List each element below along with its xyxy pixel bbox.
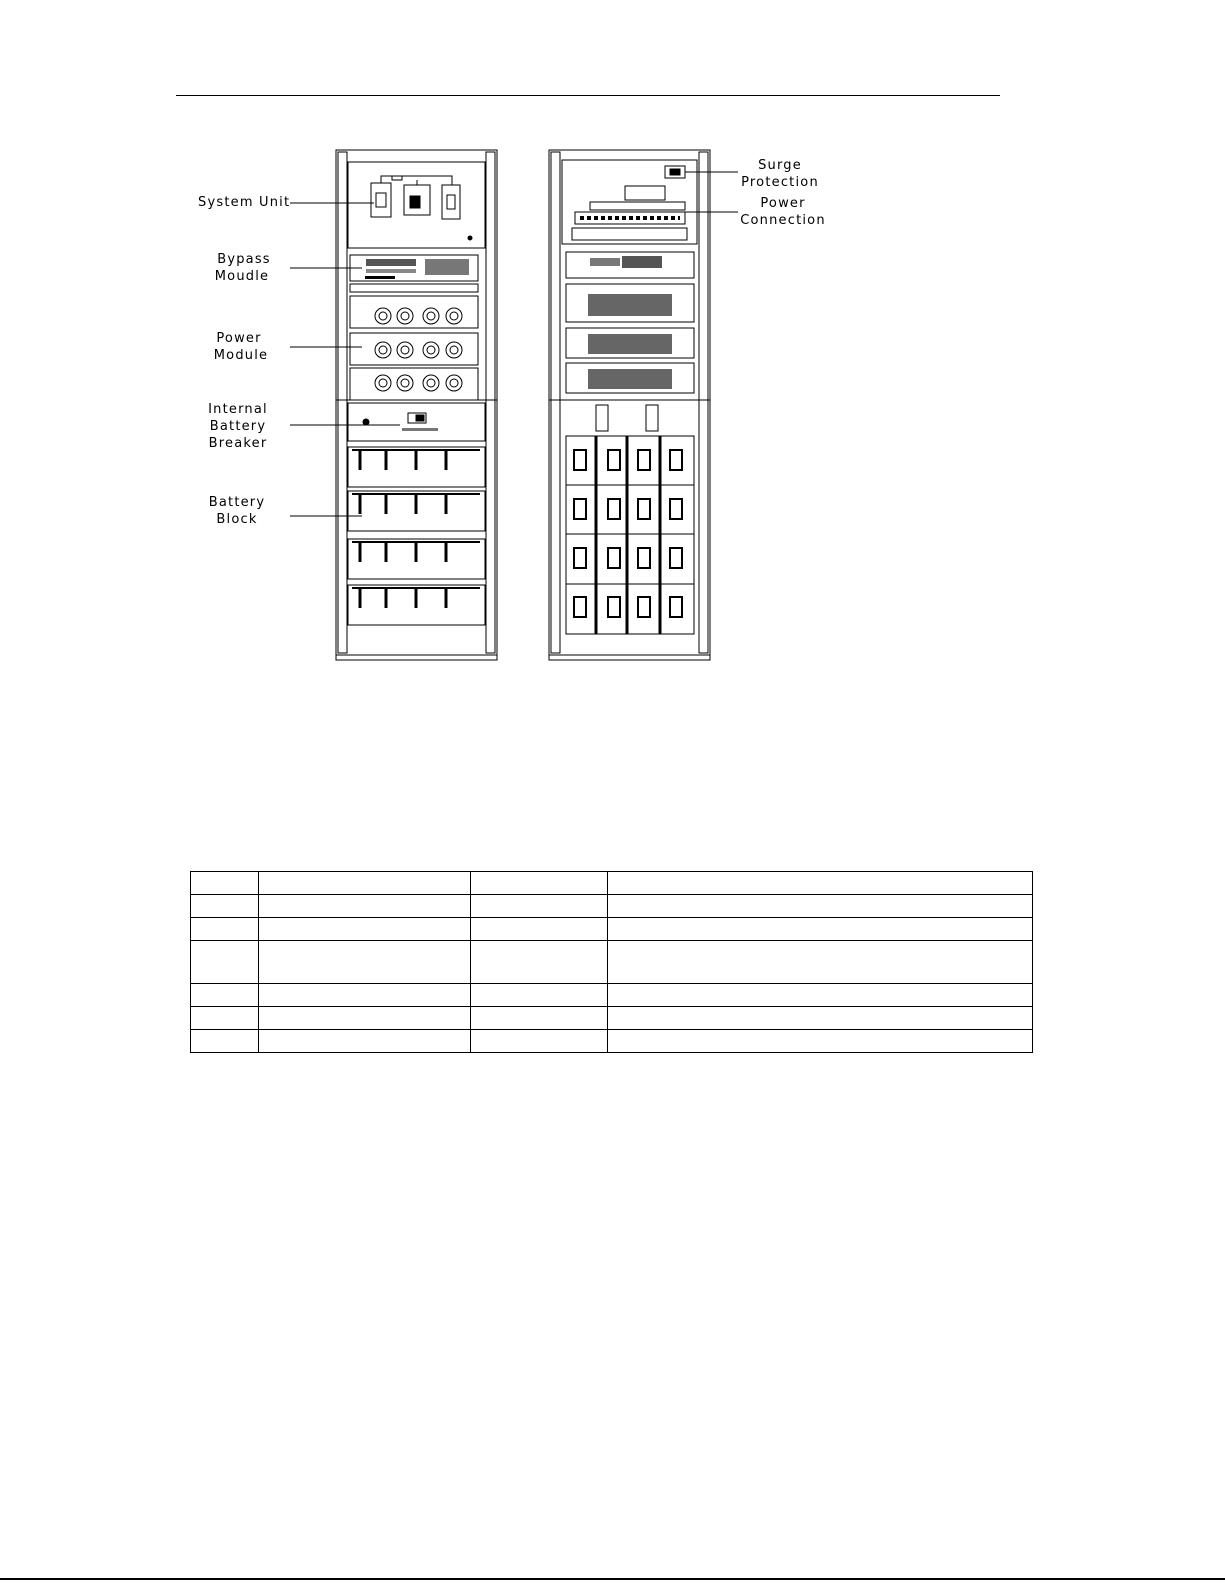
rear-battery-rack [566, 405, 694, 634]
table-row [191, 1030, 1033, 1053]
table-cell [471, 895, 608, 918]
rear-cabinet [549, 150, 710, 660]
table-cell [191, 918, 259, 941]
table-row [191, 918, 1033, 941]
label-surge-line-2: Protection [741, 175, 819, 190]
table-cell [608, 918, 1033, 941]
spec-table [190, 871, 1033, 1053]
table-cell [608, 872, 1033, 895]
table-row [191, 895, 1033, 918]
table-cell [608, 984, 1033, 1007]
table-cell [471, 872, 608, 895]
rear-bypass-module [566, 252, 694, 278]
table-cell [191, 872, 259, 895]
table-cell [191, 1030, 259, 1053]
label-battery-block-line-2: Block [216, 512, 258, 527]
table-row [191, 872, 1033, 895]
front-breaker-panel [348, 403, 485, 441]
label-power-connection-line-1: Power [760, 196, 806, 211]
front-power-module [350, 368, 478, 400]
table-cell [259, 895, 471, 918]
front-battery-blocks [348, 447, 485, 625]
table-cell [608, 941, 1033, 984]
label-surge-line-1: Surge [758, 158, 802, 173]
front-bypass-module [350, 255, 478, 292]
footer-rule [0, 1578, 1225, 1580]
label-power-connection-line-2: Connection [740, 213, 826, 228]
label-bypass-line-1: Bypass [217, 252, 271, 267]
front-power-modules [350, 296, 478, 400]
rear-power-modules [566, 284, 694, 393]
label-breaker-line-2: Battery [209, 419, 267, 434]
table-cell [259, 1030, 471, 1053]
label-breaker-line-3: Breaker [208, 436, 268, 451]
table-cell [608, 895, 1033, 918]
table-cell [471, 918, 608, 941]
front-power-module [350, 296, 478, 328]
table-cell [471, 984, 608, 1007]
table-cell [191, 1007, 259, 1030]
table-cell [191, 984, 259, 1007]
table-cell [608, 1007, 1033, 1030]
component-labels [198, 158, 826, 527]
table-cell [191, 941, 259, 984]
front-power-module [350, 333, 478, 365]
table-row [191, 1007, 1033, 1030]
rear-connection-panel [562, 160, 697, 244]
table-cell [259, 941, 471, 984]
table-cell [191, 895, 259, 918]
table-row [191, 984, 1033, 1007]
front-system-unit [348, 162, 485, 248]
table-cell [259, 872, 471, 895]
label-battery-block-line-1: Battery [208, 495, 266, 510]
label-power-module-line-1: Power [216, 331, 262, 346]
table-cell [471, 1030, 608, 1053]
label-power-module-line-2: Module [213, 348, 269, 363]
table-cell [471, 1007, 608, 1030]
table-cell [471, 941, 608, 984]
table-cell [608, 1030, 1033, 1053]
table-cell [259, 1007, 471, 1030]
table-row [191, 941, 1033, 984]
table-cell [259, 984, 471, 1007]
ups-cabinet-diagram [0, 0, 1225, 700]
label-bypass-line-2: Moudle [214, 269, 270, 284]
label-breaker-line-1: Internal [208, 402, 268, 417]
front-cabinet [336, 150, 497, 660]
label-system-unit: System Unit [198, 195, 291, 210]
table-cell [259, 918, 471, 941]
